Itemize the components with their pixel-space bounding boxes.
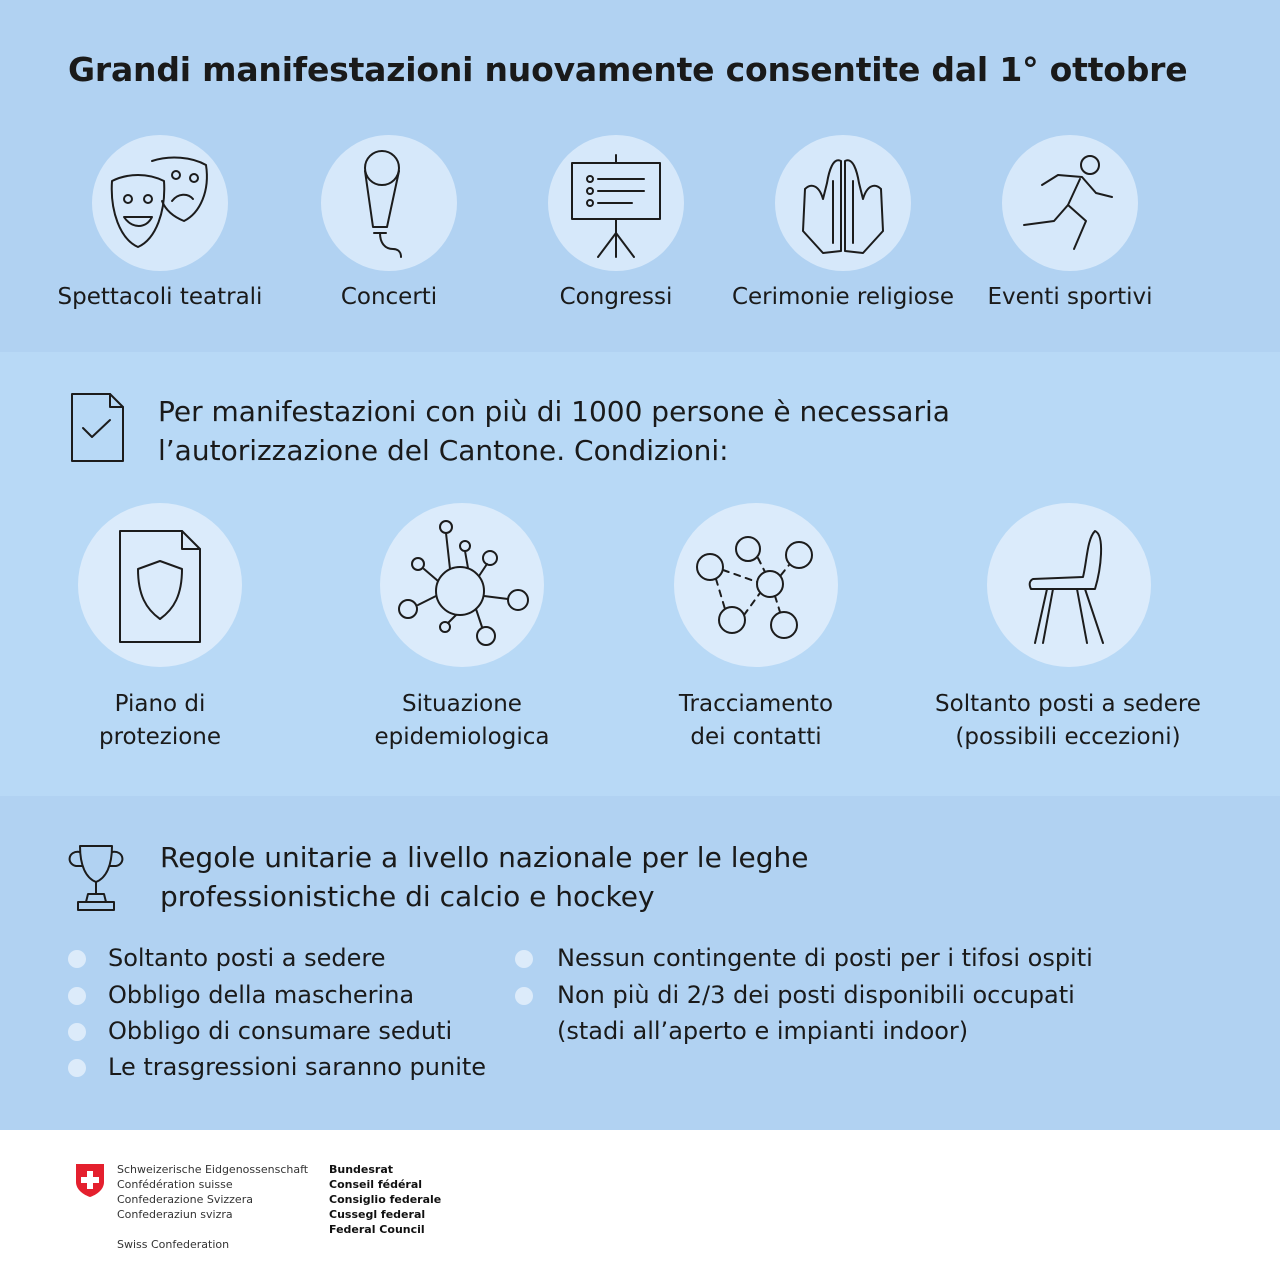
condition-circle [674, 503, 838, 667]
confederation-english: Swiss Confederation [117, 1238, 230, 1251]
confederation-name: Confederazione Svizzera [117, 1193, 253, 1206]
confederation-name: Confédération suisse [117, 1178, 233, 1191]
confederation-name: Schweizerische Eidgenossenschaft [117, 1163, 309, 1176]
trophy-icon [64, 842, 128, 914]
council-name: Bundesrat [329, 1163, 394, 1176]
condition-label [918, 688, 1218, 754]
checked-document-icon [68, 390, 128, 466]
condition-circle [380, 503, 544, 667]
category-label: Spettacoli teatrali [57, 284, 263, 310]
condition-circle [78, 503, 242, 667]
condition-label-line: Piano di [114, 691, 206, 717]
bullet-item: Non più di 2/3 dei posti disponibili occupati [557, 981, 1075, 1009]
category-circle [92, 135, 228, 271]
page-title: Grandi manifestazioni nuovamente consentite dal 1° ottobre [68, 50, 1188, 89]
council-name: Consiglio federale [329, 1193, 442, 1206]
category-circle [775, 135, 911, 271]
authorization-line: l’autorizzazione del Cantone. Condizioni: [158, 434, 729, 467]
bullet-item: Le trasgressioni saranno punite [108, 1053, 487, 1081]
condition-circle [987, 503, 1151, 667]
bullet-dot [68, 1023, 86, 1041]
condition-label-line: (possibili eccezioni) [955, 724, 1181, 750]
council-name: Conseil fédéral [329, 1178, 423, 1191]
condition-label-line: dei contatti [690, 724, 822, 750]
bullet-dot [68, 1059, 86, 1077]
category-circle [321, 135, 457, 271]
category-circle [548, 135, 684, 271]
bullet-item: Nessun contingente di posti per i tifosi ospiti [557, 944, 1093, 972]
leagues-line: professionistiche di calcio e hockey [160, 880, 655, 913]
bullet-item: Obbligo di consumare seduti [108, 1017, 453, 1045]
bullet-item: Obbligo della mascherina [108, 981, 415, 1009]
category-label: Congressi [559, 284, 673, 310]
confederation-names [117, 1162, 308, 1222]
condition-label-line: Tracciamento [678, 691, 834, 717]
category-label: Eventi sportivi [987, 284, 1153, 310]
bullet-dot [68, 987, 86, 1005]
leagues-text [160, 838, 808, 916]
council-name: Cussegl federal [329, 1208, 426, 1221]
category-circle [1002, 135, 1138, 271]
federal-council-names [329, 1162, 441, 1237]
bullet-item: Soltanto posti a sedere [108, 944, 386, 972]
condition-label-line: epidemiologica [374, 724, 550, 750]
confederation-name: Confederaziun svizra [117, 1208, 233, 1221]
bullet-dot [515, 950, 533, 968]
condition-label-line: Situazione [402, 691, 522, 717]
condition-label [10, 688, 310, 754]
swiss-flag-icon [74, 1162, 106, 1198]
category-label: Concerti [340, 284, 438, 310]
category-label: Cerimonie religiose [731, 284, 955, 310]
condition-label-line: Soltanto posti a sedere [935, 691, 1201, 717]
council-name: Federal Council [329, 1223, 425, 1236]
authorization-line: Per manifestazioni con più di 1000 persone è necessaria [158, 395, 950, 428]
condition-label [606, 688, 906, 754]
bullet-item-continuation: (stadi all’aperto e impianti indoor) [557, 1017, 969, 1045]
bullet-dot [68, 950, 86, 968]
condition-label-line: protezione [98, 724, 222, 750]
leagues-line: Regole unitarie a livello nazionale per le leghe [160, 841, 809, 874]
authorization-text [158, 392, 950, 470]
bullet-dot [515, 987, 533, 1005]
condition-label [312, 688, 612, 754]
